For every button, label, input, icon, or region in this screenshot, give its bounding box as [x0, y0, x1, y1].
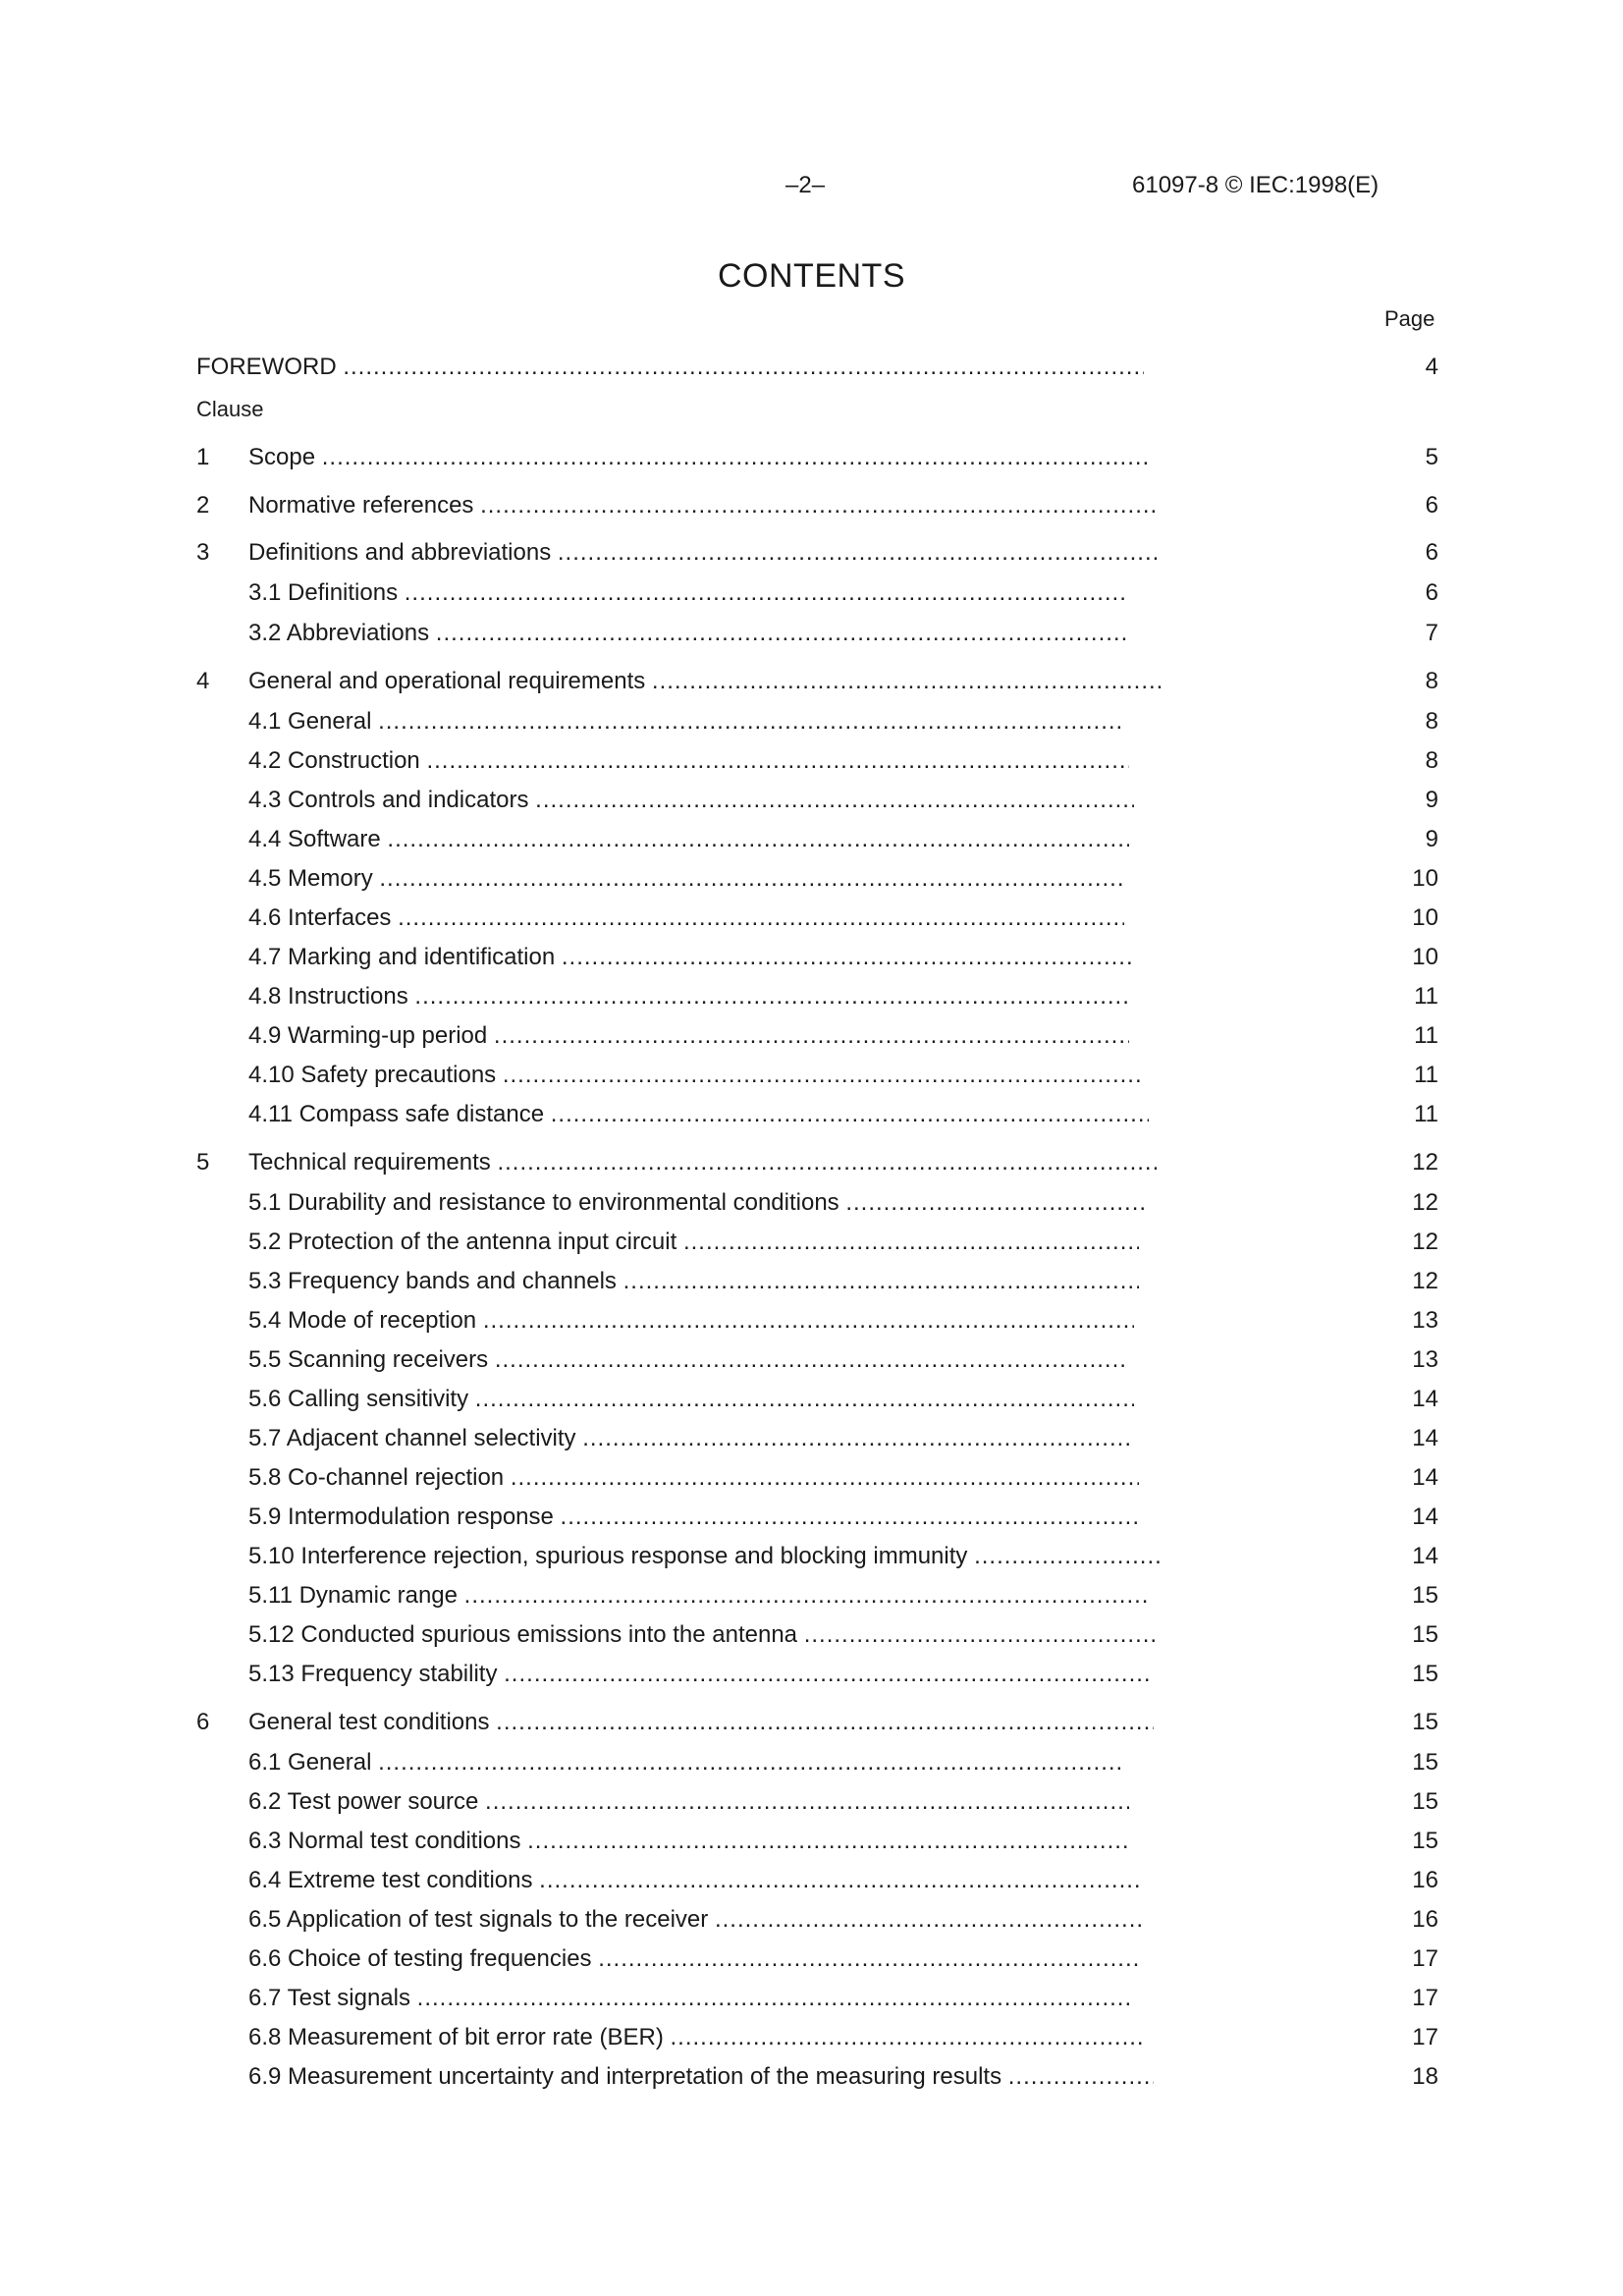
- toc-entry-label: 6.5 Application of test signals to the receiver: [248, 1906, 709, 1933]
- toc-entry-leader: [248, 783, 1134, 818]
- toc-entry-label: 5.5 Scanning receivers: [248, 1346, 489, 1373]
- toc-entry-page: 12: [1412, 1189, 1438, 1216]
- toc-entry-leader: [248, 1264, 1139, 1299]
- toc-entry-label: Definitions and abbreviations: [248, 539, 552, 566]
- toc-entry-number: 3: [196, 539, 210, 566]
- toc-entry-label: 4.2 Construction: [248, 747, 420, 774]
- toc-entry-page: 15: [1412, 1828, 1438, 1854]
- toc-entry-leader: [248, 1902, 1144, 1938]
- toc-entry-leader: [248, 488, 1157, 523]
- toc-entry-page: 8: [1425, 708, 1438, 735]
- toc-entry-page: 10: [1412, 904, 1438, 931]
- toc-entry[interactable]: [196, 822, 1438, 857]
- toc-entry[interactable]: [196, 1745, 1438, 1780]
- toc-entry-page: 15: [1412, 1749, 1438, 1776]
- toc-entry-page: 14: [1412, 1464, 1438, 1491]
- toc-entry-leader: [248, 1863, 1139, 1898]
- toc-entry-label: 6.4 Extreme test conditions: [248, 1867, 533, 1893]
- toc-entry-page: 8: [1425, 668, 1438, 694]
- toc-entry-page: 14: [1412, 1386, 1438, 1412]
- toc-entry-leader: [248, 901, 1124, 936]
- toc-entry[interactable]: [196, 1145, 1438, 1180]
- toc-entry-leader: [248, 1824, 1129, 1859]
- toc-entry-number: 2: [196, 492, 210, 519]
- toc-entry-leader: [248, 2059, 1154, 2095]
- toc-entry[interactable]: [196, 1342, 1438, 1378]
- toc-entry[interactable]: [196, 664, 1438, 699]
- toc-entry-page: 18: [1412, 2063, 1438, 2090]
- toc-entry[interactable]: [196, 901, 1438, 936]
- toc-entry-label: 4.9 Warming-up period: [248, 1022, 488, 1049]
- toc-entry-leader: [248, 743, 1129, 779]
- toc-entry-label: General and operational requirements: [248, 668, 646, 694]
- toc-entry-label: 6.1 General: [248, 1749, 372, 1776]
- toc-entry-label: FOREWORD: [196, 354, 337, 380]
- toc-entry-leader: [248, 861, 1124, 897]
- toc-entry-label: 6.6 Choice of testing frequencies: [248, 1945, 592, 1972]
- toc-entry-leader: [248, 1303, 1134, 1339]
- toc-entry-leader: [248, 1617, 1159, 1653]
- toc-entry-label: 4.8 Instructions: [248, 983, 408, 1010]
- toc-entry[interactable]: [196, 488, 1438, 523]
- toc-entry-label: 4.4 Software: [248, 826, 381, 852]
- toc-entry-leader: [248, 1018, 1129, 1054]
- toc-entry-label: 5.13 Frequency stability: [248, 1661, 498, 1687]
- page-number: –2–: [785, 172, 826, 198]
- toc-entry[interactable]: [196, 1097, 1438, 1132]
- toc-entry-label: 5.7 Adjacent channel selectivity: [248, 1425, 576, 1451]
- toc-entry-leader: [248, 1745, 1124, 1780]
- toc-entry-label: 6.8 Measurement of bit error rate (BER): [248, 2024, 664, 2050]
- toc-entry[interactable]: [196, 1382, 1438, 1417]
- toc-entry[interactable]: [196, 1058, 1438, 1093]
- toc-entry-page: 16: [1412, 1906, 1438, 1933]
- toc-entry-page: 12: [1412, 1229, 1438, 1255]
- toc-entry-page: 16: [1412, 1867, 1438, 1893]
- page-title: CONTENTS: [718, 257, 905, 295]
- toc-entry-page: 14: [1412, 1543, 1438, 1569]
- toc-entry-page: 6: [1425, 539, 1438, 566]
- toc-entry-leader: [248, 1185, 1149, 1221]
- toc-entry-number: 6: [196, 1709, 210, 1735]
- toc-entry[interactable]: [196, 1421, 1438, 1456]
- toc-entry-label: 4.6 Interfaces: [248, 904, 392, 931]
- toc-entry-leader: [248, 575, 1124, 611]
- toc-entry-label: 3.1 Definitions: [248, 579, 399, 606]
- toc-entry[interactable]: [196, 1539, 1438, 1574]
- toc-entry[interactable]: [196, 1824, 1438, 1859]
- toc-entry[interactable]: [196, 1617, 1438, 1653]
- toc-entry[interactable]: [196, 1578, 1438, 1613]
- toc-entry-page: 17: [1412, 1945, 1438, 1972]
- toc-entry-leader: [248, 979, 1129, 1014]
- toc-entry-leader: [248, 1657, 1149, 1692]
- toc-entry-page: 14: [1412, 1425, 1438, 1451]
- toc-entry-page: 9: [1425, 826, 1438, 852]
- toc-entry-leader: [248, 1382, 1134, 1417]
- toc-entry[interactable]: [196, 1981, 1438, 2016]
- toc-entry-page: 17: [1412, 2024, 1438, 2050]
- toc-entry-label: Normative references: [248, 492, 474, 519]
- toc-entry-label: 5.3 Frequency bands and channels: [248, 1268, 617, 1294]
- toc-entry[interactable]: [196, 743, 1438, 779]
- toc-entry-label: 5.12 Conducted spurious emissions into the antenna: [248, 1621, 798, 1648]
- toc-entry[interactable]: [196, 575, 1438, 611]
- toc-entry-label: 6.7 Test signals: [248, 1985, 410, 2011]
- toc-entry-page: 10: [1412, 944, 1438, 970]
- toc-entry-page: 8: [1425, 747, 1438, 774]
- toc-entry-label: 5.8 Co-channel rejection: [248, 1464, 505, 1491]
- toc-entry[interactable]: [196, 1705, 1438, 1740]
- toc-entry-label: 4.5 Memory: [248, 865, 373, 892]
- toc-entry-number: 4: [196, 668, 210, 694]
- toc-entry-page: 4: [1425, 354, 1438, 380]
- toc-entry-page: 15: [1412, 1582, 1438, 1609]
- toc-entry-leader: [248, 535, 1157, 571]
- toc-entry-label: 4.10 Safety precautions: [248, 1062, 497, 1088]
- toc-entry-leader: [248, 1981, 1129, 2016]
- toc-entry-leader: [196, 350, 1144, 385]
- toc-entry-page: 12: [1412, 1268, 1438, 1294]
- toc-entry-label: 3.2 Abbreviations: [248, 620, 430, 646]
- toc-entry-leader: [248, 664, 1163, 699]
- toc-entry-label: 6.3 Normal test conditions: [248, 1828, 521, 1854]
- toc-entry[interactable]: [196, 1657, 1438, 1692]
- toc-entry[interactable]: [196, 1863, 1438, 1898]
- toc-entry-page: 15: [1412, 1661, 1438, 1687]
- toc-entry-label: 4.3 Controls and indicators: [248, 787, 529, 813]
- toc-entry-page: 15: [1412, 1709, 1438, 1735]
- toc-entry-number: 5: [196, 1149, 210, 1175]
- toc-entry[interactable]: [196, 1500, 1438, 1535]
- toc-entry-page: 15: [1412, 1621, 1438, 1648]
- toc-entry-leader: [248, 1784, 1129, 1820]
- toc-entry-leader: [248, 822, 1129, 857]
- toc-entry-leader: [248, 940, 1134, 975]
- toc-entry-leader: [248, 440, 1149, 475]
- toc-entry-page: 11: [1414, 1022, 1438, 1049]
- toc-entry-page: 15: [1412, 1788, 1438, 1815]
- toc-entry-foreword[interactable]: [196, 350, 1438, 385]
- toc-entry[interactable]: [196, 783, 1438, 818]
- toc-entry-leader: [248, 1941, 1139, 1977]
- toc-entry-leader: [248, 1225, 1139, 1260]
- toc-entry-leader: [248, 616, 1129, 651]
- toc-entry-page: 10: [1412, 865, 1438, 892]
- toc-entry-label: 5.1 Durability and resistance to environmental conditions: [248, 1189, 839, 1216]
- toc-entry-label: 4.11 Compass safe distance: [248, 1101, 545, 1127]
- toc-entry[interactable]: [196, 535, 1438, 571]
- toc-entry[interactable]: [196, 1185, 1438, 1221]
- toc-entry[interactable]: [196, 940, 1438, 975]
- toc-entry-leader: [248, 1705, 1154, 1740]
- toc-entry[interactable]: [196, 979, 1438, 1014]
- toc-entry-leader: [248, 1097, 1149, 1132]
- toc-entry-page: 5: [1425, 444, 1438, 470]
- toc-entry-label: 5.9 Intermodulation response: [248, 1503, 554, 1530]
- toc-entry[interactable]: [196, 1264, 1438, 1299]
- toc-entry[interactable]: [196, 1225, 1438, 1260]
- toc-entry-label: 4.7 Marking and identification: [248, 944, 556, 970]
- page-column-label: Page: [1384, 306, 1435, 331]
- toc-entry-page: 6: [1425, 492, 1438, 519]
- toc-entry[interactable]: [196, 1902, 1438, 1938]
- toc-entry-leader: [248, 2020, 1144, 2055]
- toc-entry[interactable]: [196, 1303, 1438, 1339]
- toc-entry-label: 5.11 Dynamic range: [248, 1582, 458, 1609]
- toc-entry-label: 5.4 Mode of reception: [248, 1307, 477, 1334]
- toc-entry[interactable]: [196, 704, 1438, 739]
- toc-entry-label: Scope: [248, 444, 316, 470]
- toc-entry-page: 11: [1414, 1062, 1438, 1088]
- toc-entry-leader: [248, 1578, 1149, 1613]
- toc-entry-leader: [248, 1421, 1134, 1456]
- toc-entry-number: 1: [196, 444, 210, 470]
- toc-entry-page: 17: [1412, 1985, 1438, 2011]
- toc-entry[interactable]: [196, 616, 1438, 651]
- toc-entry-page: 13: [1412, 1307, 1438, 1334]
- toc-entry-leader: [248, 1342, 1129, 1378]
- toc-entry[interactable]: [196, 1018, 1438, 1054]
- toc-entry-page: 7: [1425, 620, 1438, 646]
- toc-entry[interactable]: [196, 440, 1438, 475]
- toc-entry-label: 5.6 Calling sensitivity: [248, 1386, 469, 1412]
- toc-entry-leader: [248, 1145, 1157, 1180]
- toc-entry[interactable]: [196, 2020, 1438, 2055]
- toc-entry-page: 12: [1412, 1149, 1438, 1175]
- toc-entry[interactable]: [196, 1784, 1438, 1820]
- toc-entry-page: 11: [1414, 983, 1438, 1010]
- toc-entry-label: General test conditions: [248, 1709, 490, 1735]
- toc-entry-leader: [248, 1539, 1163, 1574]
- toc-entry[interactable]: [196, 861, 1438, 897]
- toc-entry-label: 4.1 General: [248, 708, 372, 735]
- toc-entry-label: 5.2 Protection of the antenna input circuit: [248, 1229, 677, 1255]
- toc-entry-page: 14: [1412, 1503, 1438, 1530]
- toc-entry-page: 9: [1425, 787, 1438, 813]
- toc-entry-label: 6.9 Measurement uncertainty and interpretation of the measuring results: [248, 2063, 1002, 2090]
- toc-entry-label: 5.10 Interference rejection, spurious response and blocking immunity: [248, 1543, 968, 1569]
- document-reference: 61097-8 © IEC:1998(E): [1132, 172, 1380, 198]
- toc-entry-leader: [248, 1058, 1144, 1093]
- toc-entry[interactable]: [196, 1460, 1438, 1496]
- toc-entry-page: 13: [1412, 1346, 1438, 1373]
- toc-entry[interactable]: [196, 2059, 1438, 2095]
- toc-entry-page: 11: [1414, 1101, 1438, 1127]
- toc-entry[interactable]: [196, 1941, 1438, 1977]
- toc-entry-label: Technical requirements: [248, 1149, 491, 1175]
- toc-entry-leader: [248, 704, 1124, 739]
- toc-entry-label: 6.2 Test power source: [248, 1788, 479, 1815]
- clause-column-label: Clause: [196, 397, 264, 421]
- toc-entry-leader: [248, 1500, 1139, 1535]
- toc-entry-page: 6: [1425, 579, 1438, 606]
- toc-entry-leader: [248, 1460, 1139, 1496]
